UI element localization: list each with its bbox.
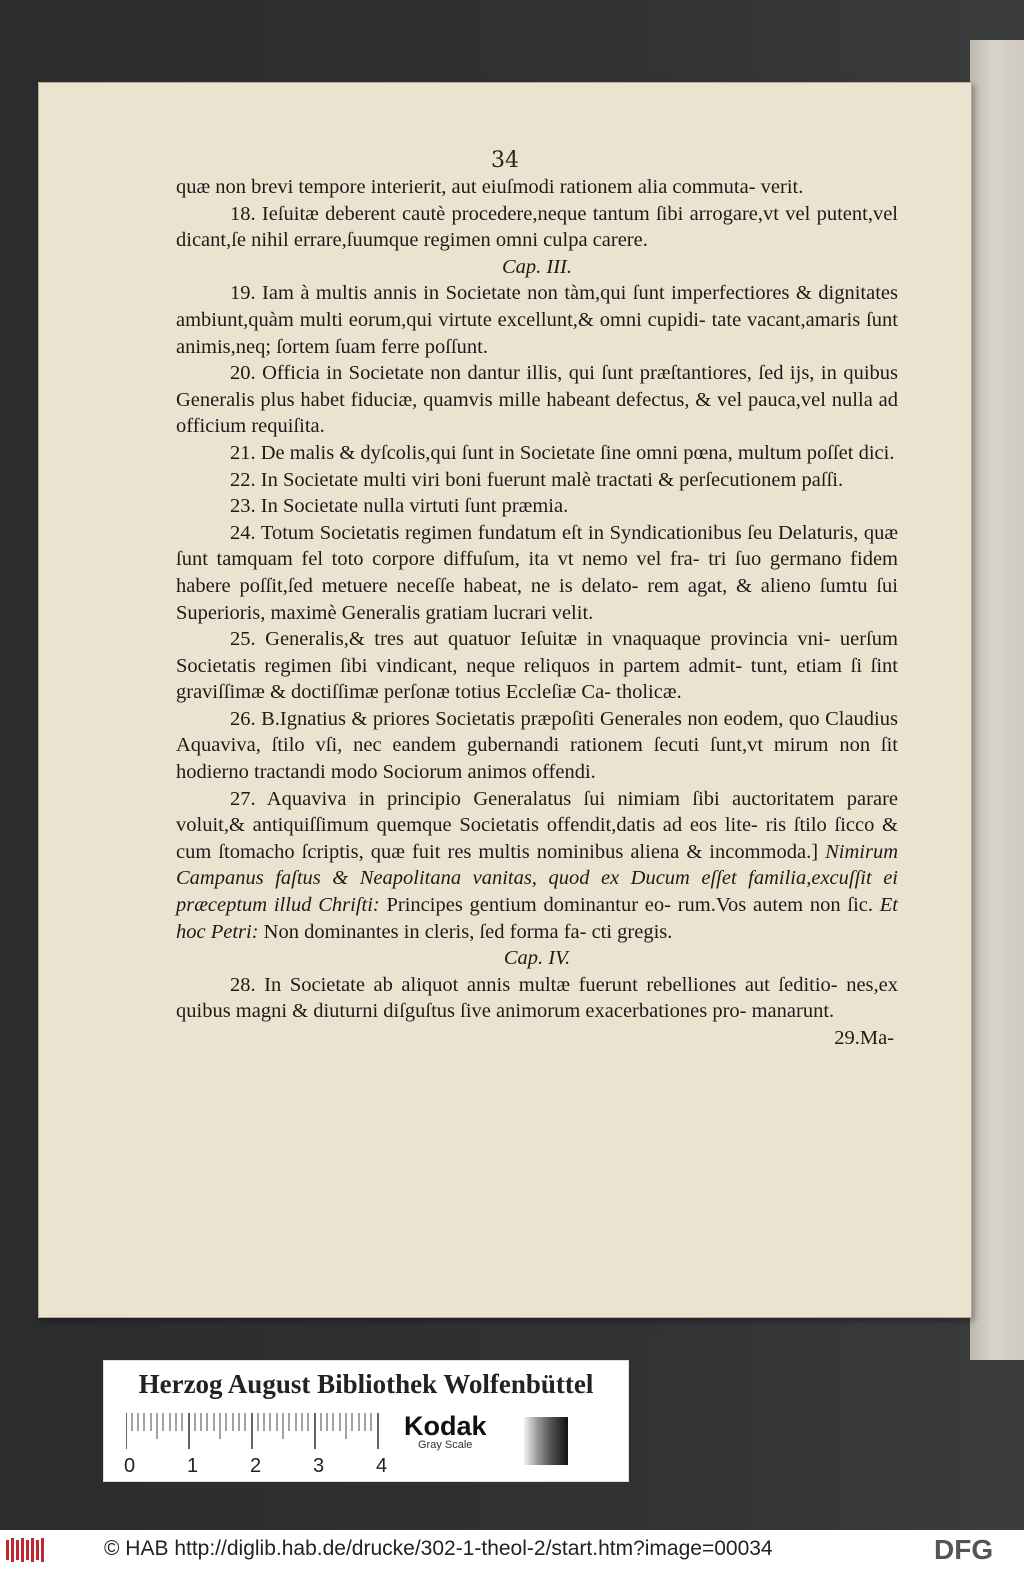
paragraph-28: 28. In Societate ab aliquot annis multæ fuerunt rebelliones aut ſeditio- nes,ex quibus magni & diuturni diſguſtus ſive animorum exacerbationes pro- manarunt. — [176, 973, 898, 1023]
paragraph-27-quote-christ: Principes gentium dominantur eo- rum.Vos autem non ſic. — [386, 894, 874, 917]
ruler-number: 1 — [187, 1455, 199, 1477]
book-page — [38, 82, 972, 1318]
paragraph-24: 24. Totum Societatis regimen fundatum eſt in Syndicationibus ſeu Delaturis, quæ ſunt tamquam fel toto corpore diffuſum, ita vt nemo vel fra- tri ſuo germano fidem habere poſſit,ſed metuere neceſſe habeat, ne is delato- rem agat, & alieno ſumtu ſui Superioris, maximè Generalis gratiam lucrari velit. — [176, 521, 898, 624]
paragraph-27-text: 27. Aquaviva in principio Generalatus ſui nimiam ſibi auctoritatem parare voluit,& antiquiſſimum quemque Societatis offendit,datis ad eos lite- ris ſtilo ſicco & cum ſtomacho ſcriptis, quæ fuit res multis nominibus aliena & incommoda.] — [176, 787, 898, 863]
paragraph-27 — [176, 786, 898, 946]
ruler-number: 3 — [313, 1455, 325, 1477]
library-color-card — [103, 1360, 629, 1482]
footer-bar — [0, 1530, 1024, 1569]
page-number: 34 — [491, 148, 519, 173]
paragraph-23: 23. In Societate nulla virtuti ſunt præmia. — [230, 495, 569, 518]
next-page-edge — [970, 40, 1024, 1360]
paragraph-27-petri: Et hoc Petri: — [176, 894, 898, 943]
source-link[interactable]: © HAB http://diglib.hab.de/drucke/302-1-theol-2/start.htm?image=00034 — [104, 1537, 773, 1560]
library-name: Herzog August Bibliothek Wolfenbüttel — [138, 1369, 594, 1399]
paragraph-22: 22. In Societate multi viri boni fuerunt malè tractati & perſecutionem paſſi. — [230, 468, 844, 491]
gray-scale-chip — [524, 1417, 568, 1465]
page-text — [176, 174, 898, 1052]
ruler-scale — [126, 1413, 386, 1453]
paragraph-19: 19. Iam à multis annis in Societate non tàm,qui ſunt imperfectiores & dignitates ambiunt,quàm multi eorum,qui virtute excellunt,& omni cupidi- tate vacant,amaris ſunt animis,neq; ſortem ſuam ferre poſſunt. — [176, 282, 898, 358]
hab-logo-icon — [6, 1538, 48, 1562]
ruler-number: 2 — [250, 1455, 262, 1477]
paragraph-18: 18. Ieſuitæ deberent cautè procedere,neque tantum ſibi arrogare,vt vel putent,vel dicant,ſe nihil errare,ſuumque regimen omni culpa carere. — [176, 202, 898, 252]
chapter-heading-3: Cap. III. — [501, 255, 573, 278]
paragraph-20: 20. Officia in Societate non dantur illis, qui ſunt præſtantiores, ſed ijs, in quibus Generalis plus habet fiduciæ, quamvis mille habeant defectus, & vel pauca,vel nulla ad officium requiſita. — [176, 362, 898, 438]
paragraph-17-end: quæ non brevi tempore interierit, aut eiuſmodi rationem alia commuta- verit. — [176, 176, 804, 198]
paragraph-26: 26. B.Ignatius & priores Societatis præpoſiti Generales non eodem, quo Claudius Aquaviva, ſtilo vſi, nec eandem gubernandi rationem ſecuti ſunt,vt mirum non ſit hodierno tractandi modo Sociorum animos offendi. — [176, 707, 898, 784]
paragraph-27-comment: Nimirum Campanus faſtus & Neapolitana vanitas, quod ex Ducum eſſet familia,excuſſit ei præceptum illud Chriſti: — [176, 840, 898, 917]
paragraph-25: 25. Generalis,& tres aut quatuor Ieſuitæ in vnaquaque provincia vni- uerſum Societatis regimen ſibi vindicant, neque reliquos in partem admit- tunt, etiam ſi ſint graviſſimæ & doctiſſimæ perſonæ totius Eccleſiæ Ca- tholicæ. — [176, 628, 898, 704]
dfg-logo: DFG — [934, 1534, 994, 1565]
paragraph-27-quote-petri: Non dominantes in cleris, ſed forma fa- cti gregis. — [263, 920, 673, 943]
catchword: 29.Ma- — [834, 1027, 894, 1049]
gray-scale-label: Gray Scale — [418, 1439, 473, 1451]
ruler-number: 4 — [376, 1455, 388, 1477]
paragraph-21: 21. De malis & dyſcolis,qui ſunt in Societate ſine omni pœna, multum poſſet dici. — [230, 441, 895, 464]
kodak-logo: Kodak — [404, 1411, 487, 1441]
ruler-number: 0 — [124, 1455, 136, 1477]
chapter-heading-4: Cap. IV. — [503, 947, 571, 970]
